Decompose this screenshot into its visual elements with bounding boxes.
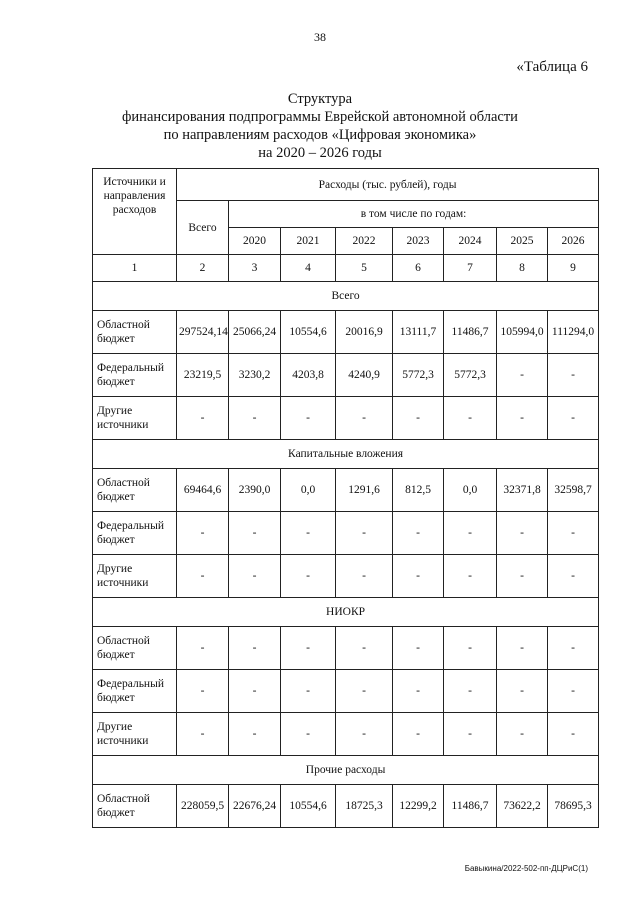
table-cell: 10554,6 [281, 311, 336, 354]
table-label: «Таблица 6 [516, 59, 588, 75]
row-label: Федеральный бюджет [93, 354, 177, 397]
table-cell: - [444, 670, 497, 713]
table-cell: 105994,0 [497, 311, 548, 354]
table-cell: 228059,5 [177, 785, 229, 828]
row-label: Областной бюджет [93, 627, 177, 670]
table-row [93, 397, 599, 440]
table-cell: - [444, 512, 497, 555]
table-cell: 13111,7 [393, 311, 444, 354]
table-cell: - [229, 555, 281, 598]
section-row [93, 756, 599, 785]
table-cell: - [229, 670, 281, 713]
table-row [93, 555, 599, 598]
table-cell: - [177, 713, 229, 756]
section-row [93, 440, 599, 469]
document-heading [0, 90, 640, 162]
column-number: 4 [281, 255, 336, 282]
column-number: 6 [393, 255, 444, 282]
table-cell: - [444, 555, 497, 598]
table-row [93, 512, 599, 555]
table-cell: - [336, 713, 393, 756]
table-cell: - [281, 512, 336, 555]
column-number: 3 [229, 255, 281, 282]
table-cell: 812,5 [393, 469, 444, 512]
table-cell: 4203,8 [281, 354, 336, 397]
table-cell: - [548, 713, 599, 756]
header-row-1 [93, 169, 599, 201]
row-label: Областной бюджет [93, 311, 177, 354]
table-cell: 10554,6 [281, 785, 336, 828]
table-cell: 11486,7 [444, 311, 497, 354]
footer-code: Бавыкина/2022-502-пп-ДЦРиС(1) [464, 864, 588, 873]
table-row [93, 354, 599, 397]
header-year-2024: 2024 [444, 228, 497, 255]
section-title: Прочие расходы [93, 756, 599, 785]
table-cell: - [497, 397, 548, 440]
table-cell: - [393, 713, 444, 756]
table-cell: 11486,7 [444, 785, 497, 828]
table-cell: - [336, 397, 393, 440]
table-cell: - [393, 397, 444, 440]
table-cell: 3230,2 [229, 354, 281, 397]
table-cell: - [497, 512, 548, 555]
section-row [93, 282, 599, 311]
header-total: Всего [177, 201, 229, 255]
header-year-2025: 2025 [497, 228, 548, 255]
heading-line-4: на 2020 – 2026 годы [258, 145, 382, 161]
table-cell: - [281, 397, 336, 440]
table-cell: - [548, 354, 599, 397]
table-cell: - [336, 627, 393, 670]
column-number: 2 [177, 255, 229, 282]
table-cell: - [393, 512, 444, 555]
column-number: 5 [336, 255, 393, 282]
column-number: 8 [497, 255, 548, 282]
table-cell: 4240,9 [336, 354, 393, 397]
table-cell: 22676,24 [229, 785, 281, 828]
table-row [93, 627, 599, 670]
table-cell: - [229, 397, 281, 440]
table-cell: - [497, 670, 548, 713]
header-year-2023: 2023 [393, 228, 444, 255]
table-cell: - [548, 627, 599, 670]
row-label: Другие источники [93, 555, 177, 598]
column-number: 9 [548, 255, 599, 282]
row-label: Другие источники [93, 397, 177, 440]
table-cell: - [497, 555, 548, 598]
row-label: Федеральный бюджет [93, 512, 177, 555]
table-cell: 0,0 [444, 469, 497, 512]
table-cell: - [444, 627, 497, 670]
page-number: 38 [314, 30, 326, 44]
table-cell: - [177, 670, 229, 713]
table-cell: - [281, 670, 336, 713]
table-cell: 0,0 [281, 469, 336, 512]
table-cell: - [497, 627, 548, 670]
table-cell: 5772,3 [393, 354, 444, 397]
section-title: Капитальные вложения [93, 440, 599, 469]
table-cell: - [281, 713, 336, 756]
heading-line-2: финансирования подпрограммы Еврейской автономной области [122, 109, 518, 125]
row-label: Областной бюджет [93, 469, 177, 512]
header-year-2022: 2022 [336, 228, 393, 255]
table-cell: - [336, 555, 393, 598]
header-year-2020: 2020 [229, 228, 281, 255]
table-cell: - [229, 512, 281, 555]
table-cell: 78695,3 [548, 785, 599, 828]
table-row [93, 469, 599, 512]
header-row-numbers [93, 255, 599, 282]
table-cell: 18725,3 [336, 785, 393, 828]
table-cell: 5772,3 [444, 354, 497, 397]
table-cell: 20016,9 [336, 311, 393, 354]
header-by-years: в том числе по годам: [229, 201, 599, 228]
table-cell: - [336, 512, 393, 555]
table-cell: 297524,14 [177, 311, 229, 354]
table-cell: - [177, 555, 229, 598]
table-cell: - [229, 627, 281, 670]
table-cell: 32371,8 [497, 469, 548, 512]
column-number: 1 [93, 255, 177, 282]
heading-line-3: по направлениям расходов «Цифровая экономика» [163, 127, 477, 143]
row-label: Федеральный бюджет [93, 670, 177, 713]
column-number: 7 [444, 255, 497, 282]
table-cell: 2390,0 [229, 469, 281, 512]
row-label: Другие источники [93, 713, 177, 756]
table-row [93, 670, 599, 713]
header-sources: Источники и направления расходов [93, 169, 177, 255]
table-cell: - [336, 670, 393, 713]
section-row [93, 598, 599, 627]
table-cell: - [229, 713, 281, 756]
table-cell: 32598,7 [548, 469, 599, 512]
table-cell: - [497, 354, 548, 397]
table-cell: - [177, 627, 229, 670]
row-label: Областной бюджет [93, 785, 177, 828]
table-cell: - [497, 713, 548, 756]
table-cell: - [444, 713, 497, 756]
table-cell: - [393, 555, 444, 598]
section-title: Всего [93, 282, 599, 311]
section-title: НИОКР [93, 598, 599, 627]
table-row [93, 311, 599, 354]
financing-table [92, 168, 599, 828]
table-cell: - [548, 397, 599, 440]
table-cell: 25066,24 [229, 311, 281, 354]
table-row [93, 713, 599, 756]
heading-line-1: Структура [287, 91, 353, 107]
table-cell: 1291,6 [336, 469, 393, 512]
table-cell: - [177, 397, 229, 440]
table-cell: 12299,2 [393, 785, 444, 828]
header-year-2026: 2026 [548, 228, 599, 255]
table-cell: - [393, 670, 444, 713]
table-cell: - [444, 397, 497, 440]
table-row [93, 785, 599, 828]
table-cell: - [281, 627, 336, 670]
table-cell: 73622,2 [497, 785, 548, 828]
table-cell: 69464,6 [177, 469, 229, 512]
table-cell: - [548, 555, 599, 598]
table-cell: - [548, 670, 599, 713]
table-cell: - [548, 512, 599, 555]
table-cell: - [281, 555, 336, 598]
table-cell: 23219,5 [177, 354, 229, 397]
header-year-2021: 2021 [281, 228, 336, 255]
table-cell: - [393, 627, 444, 670]
table-cell: 111294,0 [548, 311, 599, 354]
header-expenses: Расходы (тыс. рублей), годы [177, 169, 599, 201]
table-cell: - [177, 512, 229, 555]
